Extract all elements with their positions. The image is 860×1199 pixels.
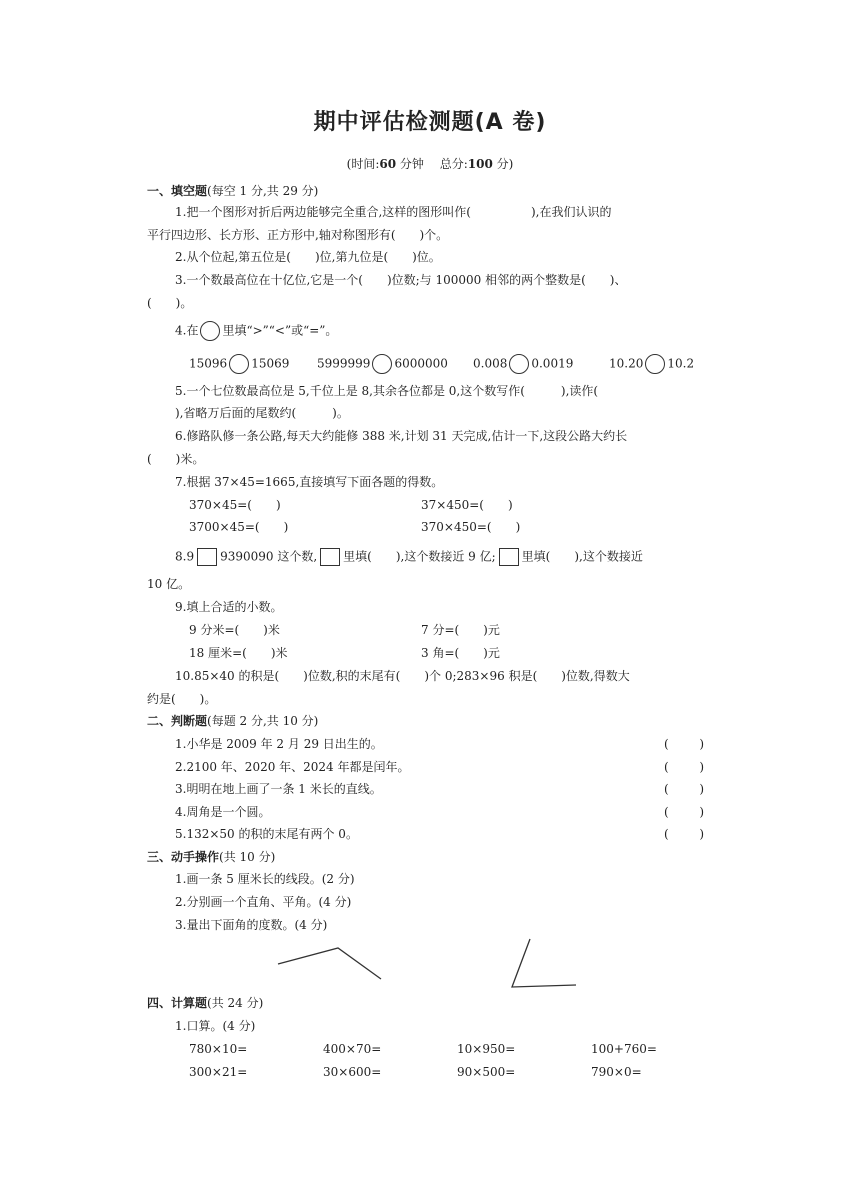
judge-item-3: 3.明明在地上画了一条 1 米长的直线。 [175,782,382,796]
q7: 7.根据 37×45=1665,直接填写下面各题的得数。 [175,475,444,489]
judge-answer-4[interactable]: ( ) [664,805,704,819]
q3-line1: 3.一个数最高位在十亿位,它是一个( )位数;与 100000 相邻的两个整数是( )、 [175,273,627,287]
q6-line2: ( )米。 [147,452,205,466]
q2: 2.从个位起,第五位是( )位,第九位是( )位。 [175,250,441,264]
q6-line1: 6.修路队修一条公路,每天大约能修 388 米,计划 31 天完成,估计一下,这段公路大约长 [175,429,628,443]
q10-line2: 约是( )。 [147,692,217,706]
q7-item: 37×450=( ) [421,498,513,512]
judge-item-4: 4.周角是一个圆。 [175,805,271,819]
q8-line2: 10 亿。 [147,577,191,591]
calc-item: 790×0= [591,1065,642,1079]
judge-item-2: 2.2100 年、2020 年、2024 年都是闰年。 [175,760,410,774]
q7-item: 370×45=( ) [189,498,281,512]
obtuse-angle-figure [278,948,381,979]
q9: 9.填上合适的小数。 [175,600,283,614]
draw-item-2: 2.分别画一个直角、平角。(4 分) [175,895,352,909]
page-title: 期中评估检测题(A 卷) [313,110,547,135]
section-3-heading: 三、动手操作(共 10 分) [147,850,276,864]
q4-item-4: 10.20 10.2 [609,354,694,374]
q3-line2: ( )。 [147,296,193,310]
q9-item: 9 分米=( )米 [189,623,280,637]
calc-item: 780×10= [189,1042,248,1056]
draw-item-1: 1.画一条 5 厘米长的线段。(2 分) [175,872,355,886]
section-1-heading: 一、填空题(每空 1 分,共 29 分) [147,184,319,198]
judge-item-5: 5.132×50 的积的末尾有两个 0。 [175,827,358,841]
calc-item: 300×21= [189,1065,248,1079]
q8-line1: 8.9 9390090 这个数, 里填( ),这个数接近 9 亿; 里填( ),这个数接近 [175,548,643,566]
q7-item: 3700×45=( ) [189,520,289,534]
calc-item: 30×600= [323,1065,382,1079]
calc-sub-1: 1.口算。(4 分) [175,1019,256,1033]
q4-item-3: 0.008 0.0019 [473,354,573,374]
q1-line1: 1.把一个图形对折后两边能够完全重合,这样的图形叫作( ),在我们认识的 [175,205,612,219]
q9-item: 3 角=( )元 [421,646,500,660]
judge-answer-3[interactable]: ( ) [664,782,704,796]
q9-item: 7 分=( )元 [421,623,500,637]
time-value: 60 [379,157,397,171]
q4-instruction: 4.在 里填“>”“<”或“=”。 [175,321,337,341]
q4-item-2: 5999999 6000000 [317,354,448,374]
q9-item: 18 厘米=( )米 [189,646,288,660]
judge-answer-2[interactable]: ( ) [664,760,704,774]
q1-line2: 平行四边形、长方形、正方形中,轴对称图形有( )个。 [147,228,449,242]
exam-info: (时间:60 分钟 总分:100 分) [346,157,514,171]
draw-item-3: 3.量出下面角的度数。(4 分) [175,918,328,932]
calc-item: 100+760= [591,1042,657,1056]
calc-item: 90×500= [457,1065,516,1079]
judge-answer-5[interactable]: ( ) [664,827,704,841]
section-4-heading: 四、计算题(共 24 分) [147,996,264,1010]
q5-line1: 5.一个七位数最高位是 5,千位上是 8,其余各位都是 0,这个数写作( ),读作( [175,384,599,398]
q5-line2: ),省略万后面的尾数约( )。 [175,406,349,420]
score-value: 100 [467,157,493,171]
judge-item-1: 1.小华是 2009 年 2 月 29 日出生的。 [175,737,383,751]
section-2-heading: 二、判断题(每题 2 分,共 10 分) [147,714,319,728]
q7-item: 370×450=( ) [421,520,521,534]
judge-answer-1[interactable]: ( ) [664,737,704,751]
calc-item: 10×950= [457,1042,516,1056]
q4-item-1: 15096 15069 [189,354,289,374]
q10-line1: 10.85×40 的积是( )位数,积的末尾有( )个 0;283×96 积是( )位数,得数大 [175,669,630,683]
acute-angle-figure [512,939,576,987]
calc-item: 400×70= [323,1042,382,1056]
